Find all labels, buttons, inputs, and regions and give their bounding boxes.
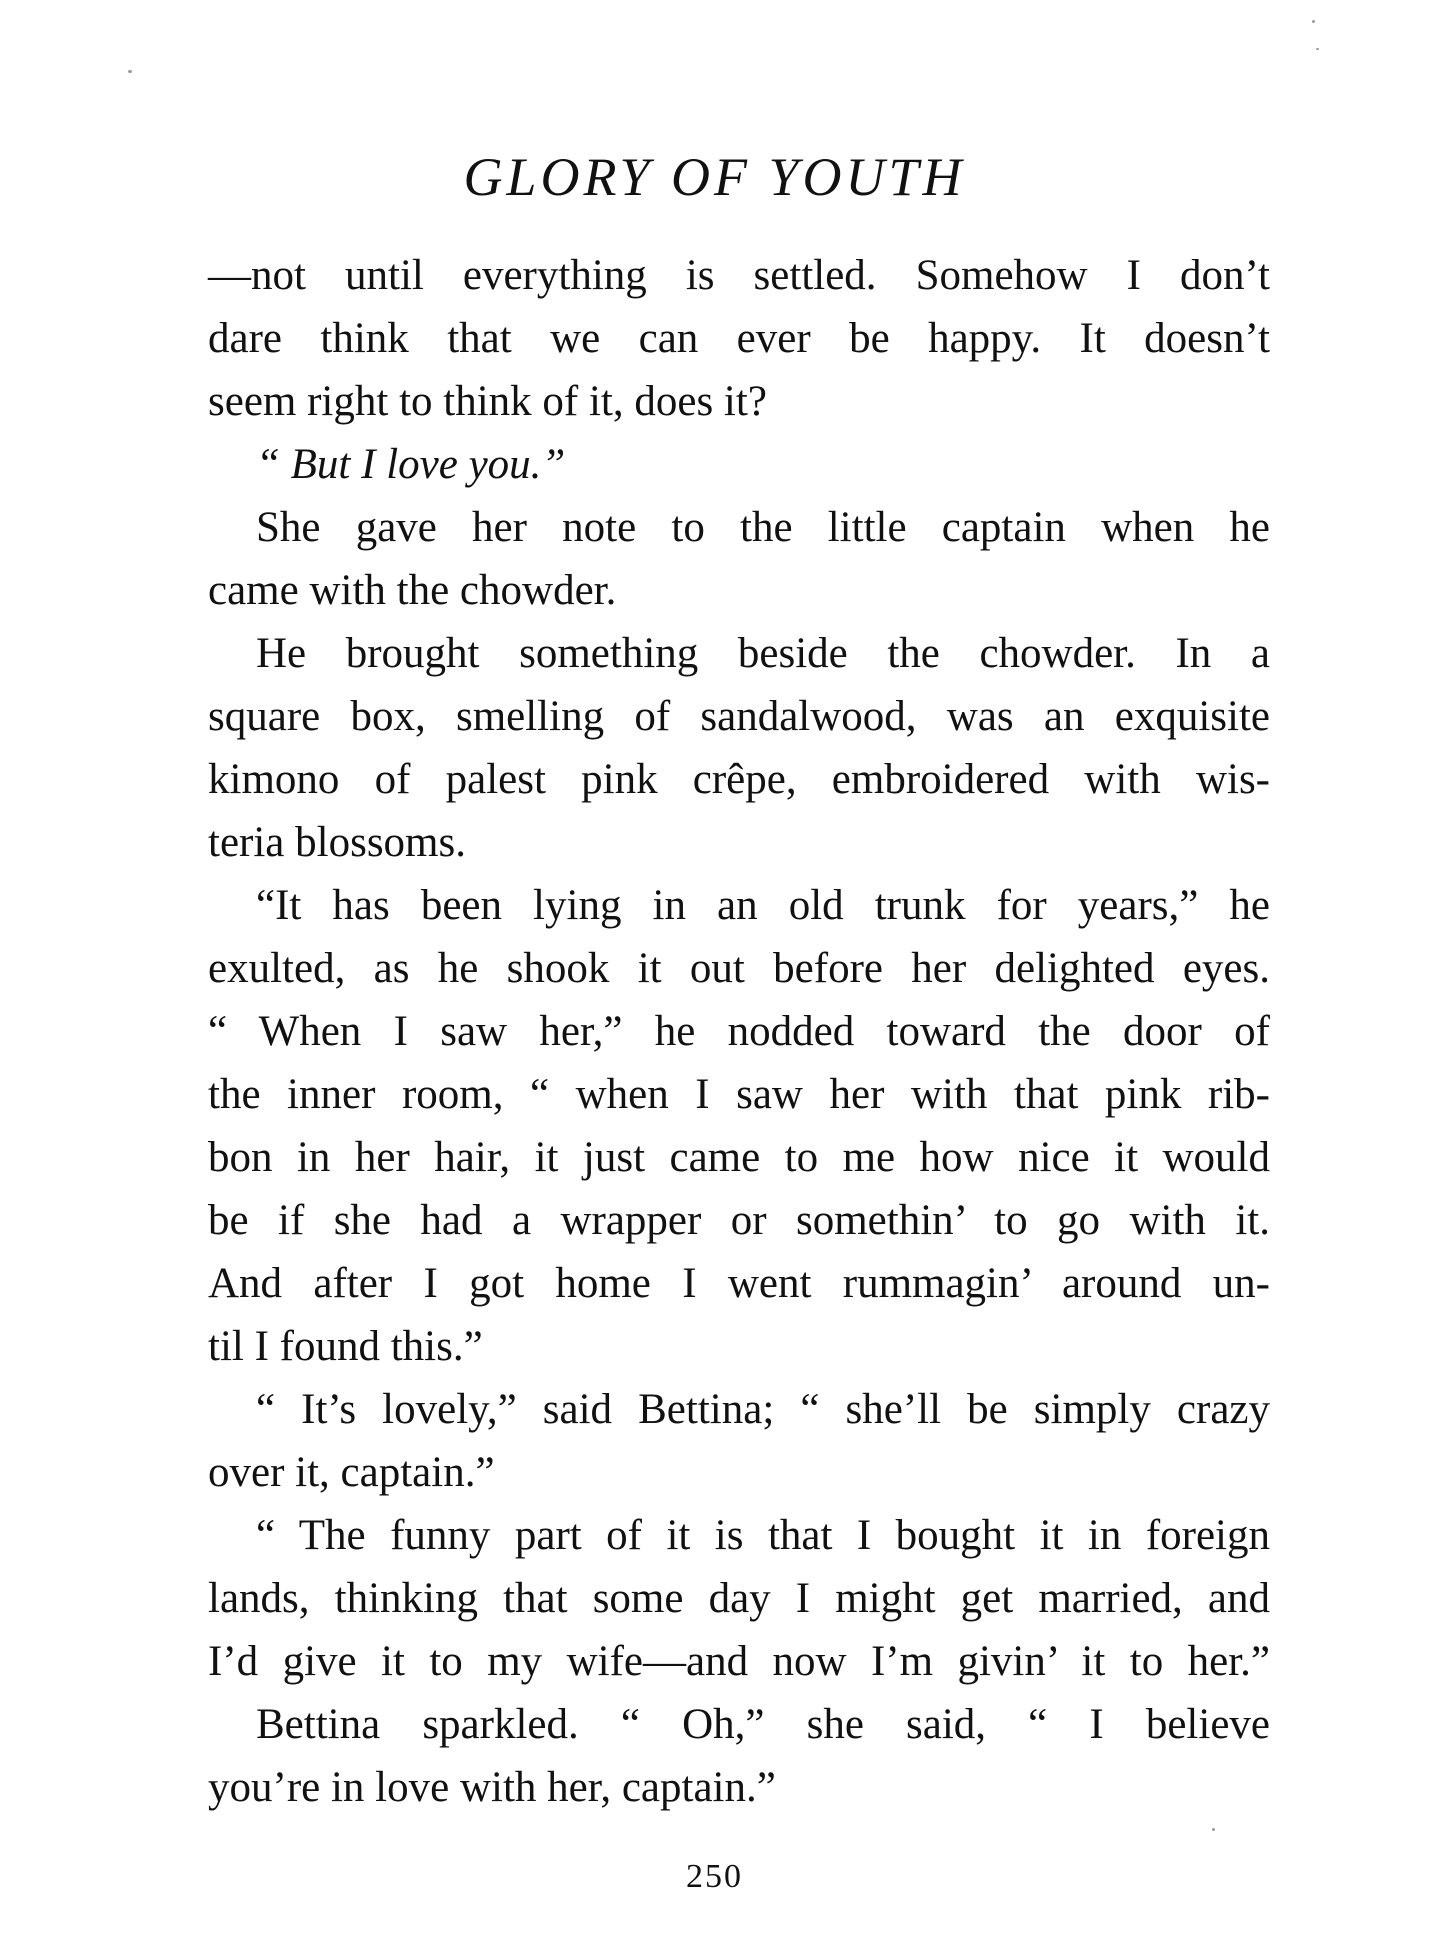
text-line: bon in her hair, it just came to me how nice it would bbox=[208, 1134, 1270, 1181]
page-number: 250 bbox=[686, 1858, 743, 1895]
paper-speck bbox=[1212, 1828, 1215, 1831]
text-line: you’re in love with her, captain.” bbox=[208, 1764, 776, 1811]
body-text bbox=[208, 244, 1270, 1819]
paper-speck bbox=[128, 70, 132, 73]
text-line: dare think that we can ever be happy. It doesn’t bbox=[208, 315, 1270, 362]
text-line: kimono of palest pink crêpe, embroidered with wis- bbox=[208, 756, 1270, 803]
text-line: He brought something beside the chowder. In a bbox=[256, 630, 1270, 677]
text-line: “ When I saw her,” he nodded toward the door of bbox=[208, 1008, 1270, 1055]
text-line: —not until everything is settled. Somehow I don’t bbox=[208, 252, 1270, 299]
text-line: “ The funny part of it is that I bought it in foreign bbox=[256, 1512, 1270, 1559]
text-line: square box, smelling of sandalwood, was an exquisite bbox=[208, 693, 1270, 740]
text-line: “ But I love you.” bbox=[256, 441, 566, 488]
text-line: seem right to think of it, does it? bbox=[208, 378, 767, 425]
text-line: teria blossoms. bbox=[208, 819, 466, 866]
text-line: “ It’s lovely,” said Bettina; “ she’ll be simply crazy bbox=[256, 1386, 1270, 1433]
paper-speck bbox=[1316, 48, 1319, 50]
text-line: I’d give it to my wife—and now I’m givin’ it to her.” bbox=[208, 1638, 1270, 1685]
text-line: exulted, as he shook it out before her delighted eyes. bbox=[208, 945, 1270, 992]
text-line: lands, thinking that some day I might get married, and bbox=[208, 1575, 1270, 1622]
text-line: came with the chowder. bbox=[208, 567, 617, 614]
text-line: She gave her note to the little captain when he bbox=[256, 504, 1270, 551]
text-line: the inner room, “ when I saw her with that pink rib- bbox=[208, 1071, 1270, 1118]
text-line: Bettina sparkled. “ Oh,” she said, “ I believe bbox=[256, 1701, 1270, 1748]
text-line: be if she had a wrapper or somethin’ to go with it. bbox=[208, 1197, 1270, 1244]
text-line: over it, captain.” bbox=[208, 1449, 495, 1496]
text-line: “It has been lying in an old trunk for years,” he bbox=[256, 882, 1270, 929]
running-head: GLORY OF YOUTH bbox=[463, 147, 966, 207]
paper-speck bbox=[1312, 20, 1315, 23]
text-line: til I found this.” bbox=[208, 1323, 483, 1370]
text-line: And after I got home I went rummagin’ around un- bbox=[208, 1260, 1270, 1307]
